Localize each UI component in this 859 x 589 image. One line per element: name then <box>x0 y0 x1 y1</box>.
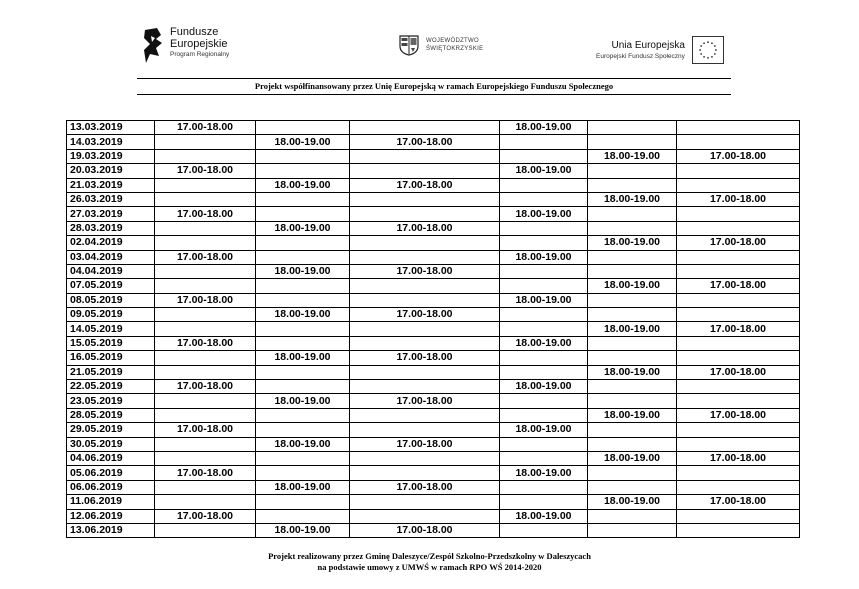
time-slot-cell <box>588 308 677 322</box>
time-slot-cell <box>155 149 256 163</box>
time-slot-cell: 18.00-19.00 <box>500 164 588 178</box>
time-slot-cell <box>155 351 256 365</box>
date-cell: 04.04.2019 <box>67 264 155 278</box>
time-slot-cell <box>155 279 256 293</box>
table-row <box>67 192 800 206</box>
date-cell: 21.05.2019 <box>67 365 155 379</box>
table-row <box>67 121 800 135</box>
time-slot-cell <box>677 164 800 178</box>
table-row <box>67 509 800 523</box>
table-row <box>67 336 800 350</box>
time-slot-cell: 18.00-19.00 <box>256 308 350 322</box>
date-cell: 12.06.2019 <box>67 509 155 523</box>
time-slot-cell <box>350 423 500 437</box>
time-slot-cell: 18.00-19.00 <box>500 250 588 264</box>
time-slot-cell: 17.00-18.00 <box>677 322 800 336</box>
time-slot-cell <box>155 451 256 465</box>
time-slot-cell <box>588 135 677 149</box>
time-slot-cell <box>256 466 350 480</box>
time-slot-cell <box>155 308 256 322</box>
time-slot-cell <box>677 264 800 278</box>
fe-logo-line3: Program Regionalny <box>170 51 230 58</box>
time-slot-cell <box>350 380 500 394</box>
eu-flag-icon <box>692 36 724 64</box>
time-slot-cell <box>588 264 677 278</box>
time-slot-cell <box>677 423 800 437</box>
date-cell: 05.06.2019 <box>67 466 155 480</box>
time-slot-cell <box>256 149 350 163</box>
time-slot-cell <box>256 322 350 336</box>
time-slot-cell: 18.00-19.00 <box>588 408 677 422</box>
footer-line2: na podstawie umowy z UMWŚ w ramach RPO WŚ 2014-2020 <box>317 562 542 572</box>
eu-star-icon <box>711 56 713 58</box>
table-row <box>67 135 800 149</box>
eu-star-icon <box>699 49 701 51</box>
time-slot-cell <box>256 495 350 509</box>
time-slot-cell <box>155 365 256 379</box>
time-slot-cell <box>677 250 800 264</box>
time-slot-cell: 17.00-18.00 <box>155 336 256 350</box>
date-cell: 27.03.2019 <box>67 207 155 221</box>
table-row <box>67 264 800 278</box>
time-slot-cell <box>256 250 350 264</box>
time-slot-cell: 17.00-18.00 <box>677 149 800 163</box>
date-cell: 08.05.2019 <box>67 293 155 307</box>
time-slot-cell <box>155 192 256 206</box>
time-slot-cell <box>500 408 588 422</box>
time-slot-cell <box>588 466 677 480</box>
time-slot-cell: 17.00-18.00 <box>155 466 256 480</box>
time-slot-cell <box>588 336 677 350</box>
time-slot-cell <box>677 221 800 235</box>
table-row <box>67 408 800 422</box>
time-slot-cell: 17.00-18.00 <box>677 279 800 293</box>
date-cell: 09.05.2019 <box>67 308 155 322</box>
time-slot-cell: 18.00-19.00 <box>588 451 677 465</box>
time-slot-cell: 17.00-18.00 <box>350 264 500 278</box>
time-slot-cell <box>350 451 500 465</box>
time-slot-cell <box>256 509 350 523</box>
time-slot-cell <box>155 264 256 278</box>
time-slot-cell <box>256 365 350 379</box>
time-slot-cell <box>256 423 350 437</box>
date-cell: 15.05.2019 <box>67 336 155 350</box>
time-slot-cell: 17.00-18.00 <box>155 250 256 264</box>
time-slot-cell <box>350 279 500 293</box>
time-slot-cell: 18.00-19.00 <box>256 178 350 192</box>
eu-star-icon <box>715 49 717 51</box>
fundusze-europejskie-mark-icon <box>142 26 164 66</box>
table-row <box>67 480 800 494</box>
time-slot-cell: 18.00-19.00 <box>588 365 677 379</box>
eu-star-icon <box>700 53 702 55</box>
table-row <box>67 365 800 379</box>
time-slot-cell: 17.00-18.00 <box>677 236 800 250</box>
table-row <box>67 250 800 264</box>
time-slot-cell <box>350 250 500 264</box>
footer <box>200 551 659 573</box>
time-slot-cell <box>677 523 800 537</box>
date-cell: 19.03.2019 <box>67 149 155 163</box>
time-slot-cell <box>500 394 588 408</box>
table-row <box>67 466 800 480</box>
time-slot-cell <box>500 236 588 250</box>
time-slot-cell: 17.00-18.00 <box>155 293 256 307</box>
swietokrzyskie-logo <box>398 34 483 56</box>
time-slot-cell <box>677 308 800 322</box>
time-slot-cell <box>677 480 800 494</box>
time-slot-cell <box>677 437 800 451</box>
time-slot-cell <box>350 236 500 250</box>
time-slot-cell: 18.00-19.00 <box>588 149 677 163</box>
eu-star-icon <box>700 45 702 47</box>
time-slot-cell <box>500 451 588 465</box>
date-cell: 04.06.2019 <box>67 451 155 465</box>
time-slot-cell: 18.00-19.00 <box>256 394 350 408</box>
time-slot-cell: 18.00-19.00 <box>500 509 588 523</box>
time-slot-cell <box>588 423 677 437</box>
date-cell: 06.06.2019 <box>67 480 155 494</box>
time-slot-cell <box>588 351 677 365</box>
time-slot-cell <box>256 293 350 307</box>
table-row <box>67 495 800 509</box>
time-slot-cell <box>155 495 256 509</box>
time-slot-cell <box>350 121 500 135</box>
time-slot-cell: 17.00-18.00 <box>155 164 256 178</box>
table-row <box>67 451 800 465</box>
fundusze-europejskie-logo <box>142 26 229 66</box>
time-slot-cell <box>588 394 677 408</box>
time-slot-cell <box>500 351 588 365</box>
table-row <box>67 437 800 451</box>
time-slot-cell <box>256 408 350 422</box>
time-slot-cell <box>588 437 677 451</box>
time-slot-cell: 17.00-18.00 <box>350 437 500 451</box>
time-slot-cell: 18.00-19.00 <box>256 135 350 149</box>
time-slot-cell <box>500 437 588 451</box>
time-slot-cell: 17.00-18.00 <box>155 509 256 523</box>
eu-star-icon <box>714 53 716 55</box>
table-row <box>67 380 800 394</box>
time-slot-cell: 18.00-19.00 <box>256 437 350 451</box>
time-slot-cell <box>256 192 350 206</box>
date-cell: 14.05.2019 <box>67 322 155 336</box>
time-slot-cell <box>256 164 350 178</box>
eu-star-icon <box>707 57 709 59</box>
time-slot-cell <box>256 451 350 465</box>
time-slot-cell <box>155 221 256 235</box>
table-row <box>67 178 800 192</box>
table-row <box>67 351 800 365</box>
time-slot-cell <box>350 293 500 307</box>
ws-logo-line1: WOJEWÓDZTWO <box>426 38 479 44</box>
time-slot-cell: 17.00-18.00 <box>677 451 800 465</box>
time-slot-cell <box>677 121 800 135</box>
time-slot-cell <box>155 523 256 537</box>
time-slot-cell <box>677 207 800 221</box>
time-slot-cell <box>155 394 256 408</box>
schedule-table <box>66 120 800 538</box>
time-slot-cell <box>500 178 588 192</box>
time-slot-cell <box>500 495 588 509</box>
time-slot-cell: 17.00-18.00 <box>350 523 500 537</box>
table-row <box>67 423 800 437</box>
date-cell: 14.03.2019 <box>67 135 155 149</box>
table-row <box>67 207 800 221</box>
time-slot-cell <box>677 293 800 307</box>
time-slot-cell <box>155 480 256 494</box>
time-slot-cell <box>350 192 500 206</box>
time-slot-cell: 18.00-19.00 <box>500 380 588 394</box>
time-slot-cell <box>350 466 500 480</box>
time-slot-cell: 17.00-18.00 <box>677 365 800 379</box>
footer-line1: Projekt realizowany przez Gminę Daleszyce/Zespół Szkolno-Przedszkolny w Daleszycach <box>268 551 591 561</box>
time-slot-cell <box>677 466 800 480</box>
ws-logo-line2: ŚWIĘTOKRZYSKIE <box>426 46 484 52</box>
fe-logo-line1: Fundusze <box>170 26 219 38</box>
eu-star-icon <box>711 42 713 44</box>
date-cell: 11.06.2019 <box>67 495 155 509</box>
eu-star-icon <box>703 42 705 44</box>
eu-star-icon <box>714 45 716 47</box>
time-slot-cell <box>256 207 350 221</box>
time-slot-cell <box>256 236 350 250</box>
ue-logo-line1: Unia Europejska <box>611 40 685 51</box>
ue-logo-line2: Europejski Fundusz Społeczny <box>596 53 685 60</box>
time-slot-cell <box>500 279 588 293</box>
logo-bar <box>0 26 859 72</box>
time-slot-cell <box>588 480 677 494</box>
time-slot-cell <box>256 380 350 394</box>
time-slot-cell: 18.00-19.00 <box>256 480 350 494</box>
table-row <box>67 279 800 293</box>
time-slot-cell <box>350 164 500 178</box>
time-slot-cell <box>500 523 588 537</box>
time-slot-cell <box>500 135 588 149</box>
time-slot-cell <box>350 322 500 336</box>
time-slot-cell: 17.00-18.00 <box>350 135 500 149</box>
time-slot-cell <box>500 221 588 235</box>
date-cell: 13.03.2019 <box>67 121 155 135</box>
time-slot-cell: 18.00-19.00 <box>588 322 677 336</box>
time-slot-cell <box>256 279 350 293</box>
date-cell: 26.03.2019 <box>67 192 155 206</box>
table-row <box>67 236 800 250</box>
time-slot-cell: 18.00-19.00 <box>500 423 588 437</box>
time-slot-cell <box>350 495 500 509</box>
eu-star-icon <box>703 56 705 58</box>
table-row <box>67 293 800 307</box>
time-slot-cell: 17.00-18.00 <box>677 495 800 509</box>
time-slot-cell <box>500 264 588 278</box>
time-slot-cell <box>677 178 800 192</box>
time-slot-cell <box>500 149 588 163</box>
time-slot-cell <box>677 336 800 350</box>
date-cell: 02.04.2019 <box>67 236 155 250</box>
time-slot-cell <box>350 509 500 523</box>
time-slot-cell <box>588 293 677 307</box>
date-cell: 30.05.2019 <box>67 437 155 451</box>
time-slot-cell <box>155 437 256 451</box>
table-row <box>67 149 800 163</box>
time-slot-cell: 17.00-18.00 <box>155 423 256 437</box>
time-slot-cell: 17.00-18.00 <box>155 121 256 135</box>
time-slot-cell: 18.00-19.00 <box>500 466 588 480</box>
time-slot-cell: 18.00-19.00 <box>500 207 588 221</box>
time-slot-cell: 17.00-18.00 <box>677 408 800 422</box>
time-slot-cell: 18.00-19.00 <box>500 121 588 135</box>
time-slot-cell: 18.00-19.00 <box>256 221 350 235</box>
time-slot-cell <box>350 149 500 163</box>
time-slot-cell: 17.00-18.00 <box>350 351 500 365</box>
time-slot-cell <box>677 394 800 408</box>
time-slot-cell: 18.00-19.00 <box>256 351 350 365</box>
table-row <box>67 394 800 408</box>
date-cell: 28.05.2019 <box>67 408 155 422</box>
date-cell: 16.05.2019 <box>67 351 155 365</box>
time-slot-cell: 18.00-19.00 <box>256 523 350 537</box>
time-slot-cell <box>350 408 500 422</box>
time-slot-cell <box>588 221 677 235</box>
time-slot-cell <box>350 365 500 379</box>
time-slot-cell <box>500 308 588 322</box>
time-slot-cell: 17.00-18.00 <box>350 480 500 494</box>
table-row <box>67 221 800 235</box>
time-slot-cell <box>588 509 677 523</box>
table-row <box>67 164 800 178</box>
date-cell: 28.03.2019 <box>67 221 155 235</box>
table-row <box>67 308 800 322</box>
time-slot-cell <box>350 207 500 221</box>
time-slot-cell <box>500 365 588 379</box>
time-slot-cell <box>155 178 256 192</box>
time-slot-cell: 18.00-19.00 <box>500 293 588 307</box>
time-slot-cell: 18.00-19.00 <box>500 336 588 350</box>
time-slot-cell <box>677 351 800 365</box>
time-slot-cell: 17.00-18.00 <box>350 178 500 192</box>
time-slot-cell <box>588 121 677 135</box>
time-slot-cell <box>677 380 800 394</box>
time-slot-cell <box>155 135 256 149</box>
date-cell: 07.05.2019 <box>67 279 155 293</box>
time-slot-cell <box>155 322 256 336</box>
time-slot-cell <box>588 250 677 264</box>
swietokrzyskie-crest-icon <box>398 34 420 56</box>
time-slot-cell: 17.00-18.00 <box>155 380 256 394</box>
time-slot-cell: 18.00-19.00 <box>588 495 677 509</box>
time-slot-cell <box>500 322 588 336</box>
table-row <box>67 523 800 537</box>
time-slot-cell: 18.00-19.00 <box>588 236 677 250</box>
time-slot-cell <box>588 523 677 537</box>
date-cell: 20.03.2019 <box>67 164 155 178</box>
time-slot-cell <box>256 336 350 350</box>
time-slot-cell: 17.00-18.00 <box>677 192 800 206</box>
time-slot-cell <box>350 336 500 350</box>
time-slot-cell <box>588 380 677 394</box>
time-slot-cell: 17.00-18.00 <box>155 207 256 221</box>
date-cell: 21.03.2019 <box>67 178 155 192</box>
time-slot-cell: 17.00-18.00 <box>350 221 500 235</box>
time-slot-cell <box>500 480 588 494</box>
date-cell: 03.04.2019 <box>67 250 155 264</box>
time-slot-cell <box>588 178 677 192</box>
date-cell: 22.05.2019 <box>67 380 155 394</box>
date-cell: 23.05.2019 <box>67 394 155 408</box>
time-slot-cell: 18.00-19.00 <box>256 264 350 278</box>
time-slot-cell <box>155 408 256 422</box>
time-slot-cell: 17.00-18.00 <box>350 308 500 322</box>
cofinancing-header: Projekt współfinansowany przez Unię Europejską w ramach Europejskiego Funduszu Społecznego <box>254 81 614 91</box>
time-slot-cell <box>677 135 800 149</box>
time-slot-cell: 18.00-19.00 <box>588 279 677 293</box>
time-slot-cell <box>588 164 677 178</box>
time-slot-cell: 17.00-18.00 <box>350 394 500 408</box>
date-cell: 29.05.2019 <box>67 423 155 437</box>
time-slot-cell: 18.00-19.00 <box>588 192 677 206</box>
time-slot-cell <box>155 236 256 250</box>
time-slot-cell <box>588 207 677 221</box>
time-slot-cell <box>677 509 800 523</box>
date-cell: 13.06.2019 <box>67 523 155 537</box>
table-row <box>67 322 800 336</box>
fe-logo-line2: Europejskie <box>170 38 228 50</box>
unia-europejska-logo <box>596 36 724 64</box>
header-rule-bottom <box>137 94 731 95</box>
time-slot-cell <box>500 192 588 206</box>
time-slot-cell <box>256 121 350 135</box>
eu-star-icon <box>707 41 709 43</box>
